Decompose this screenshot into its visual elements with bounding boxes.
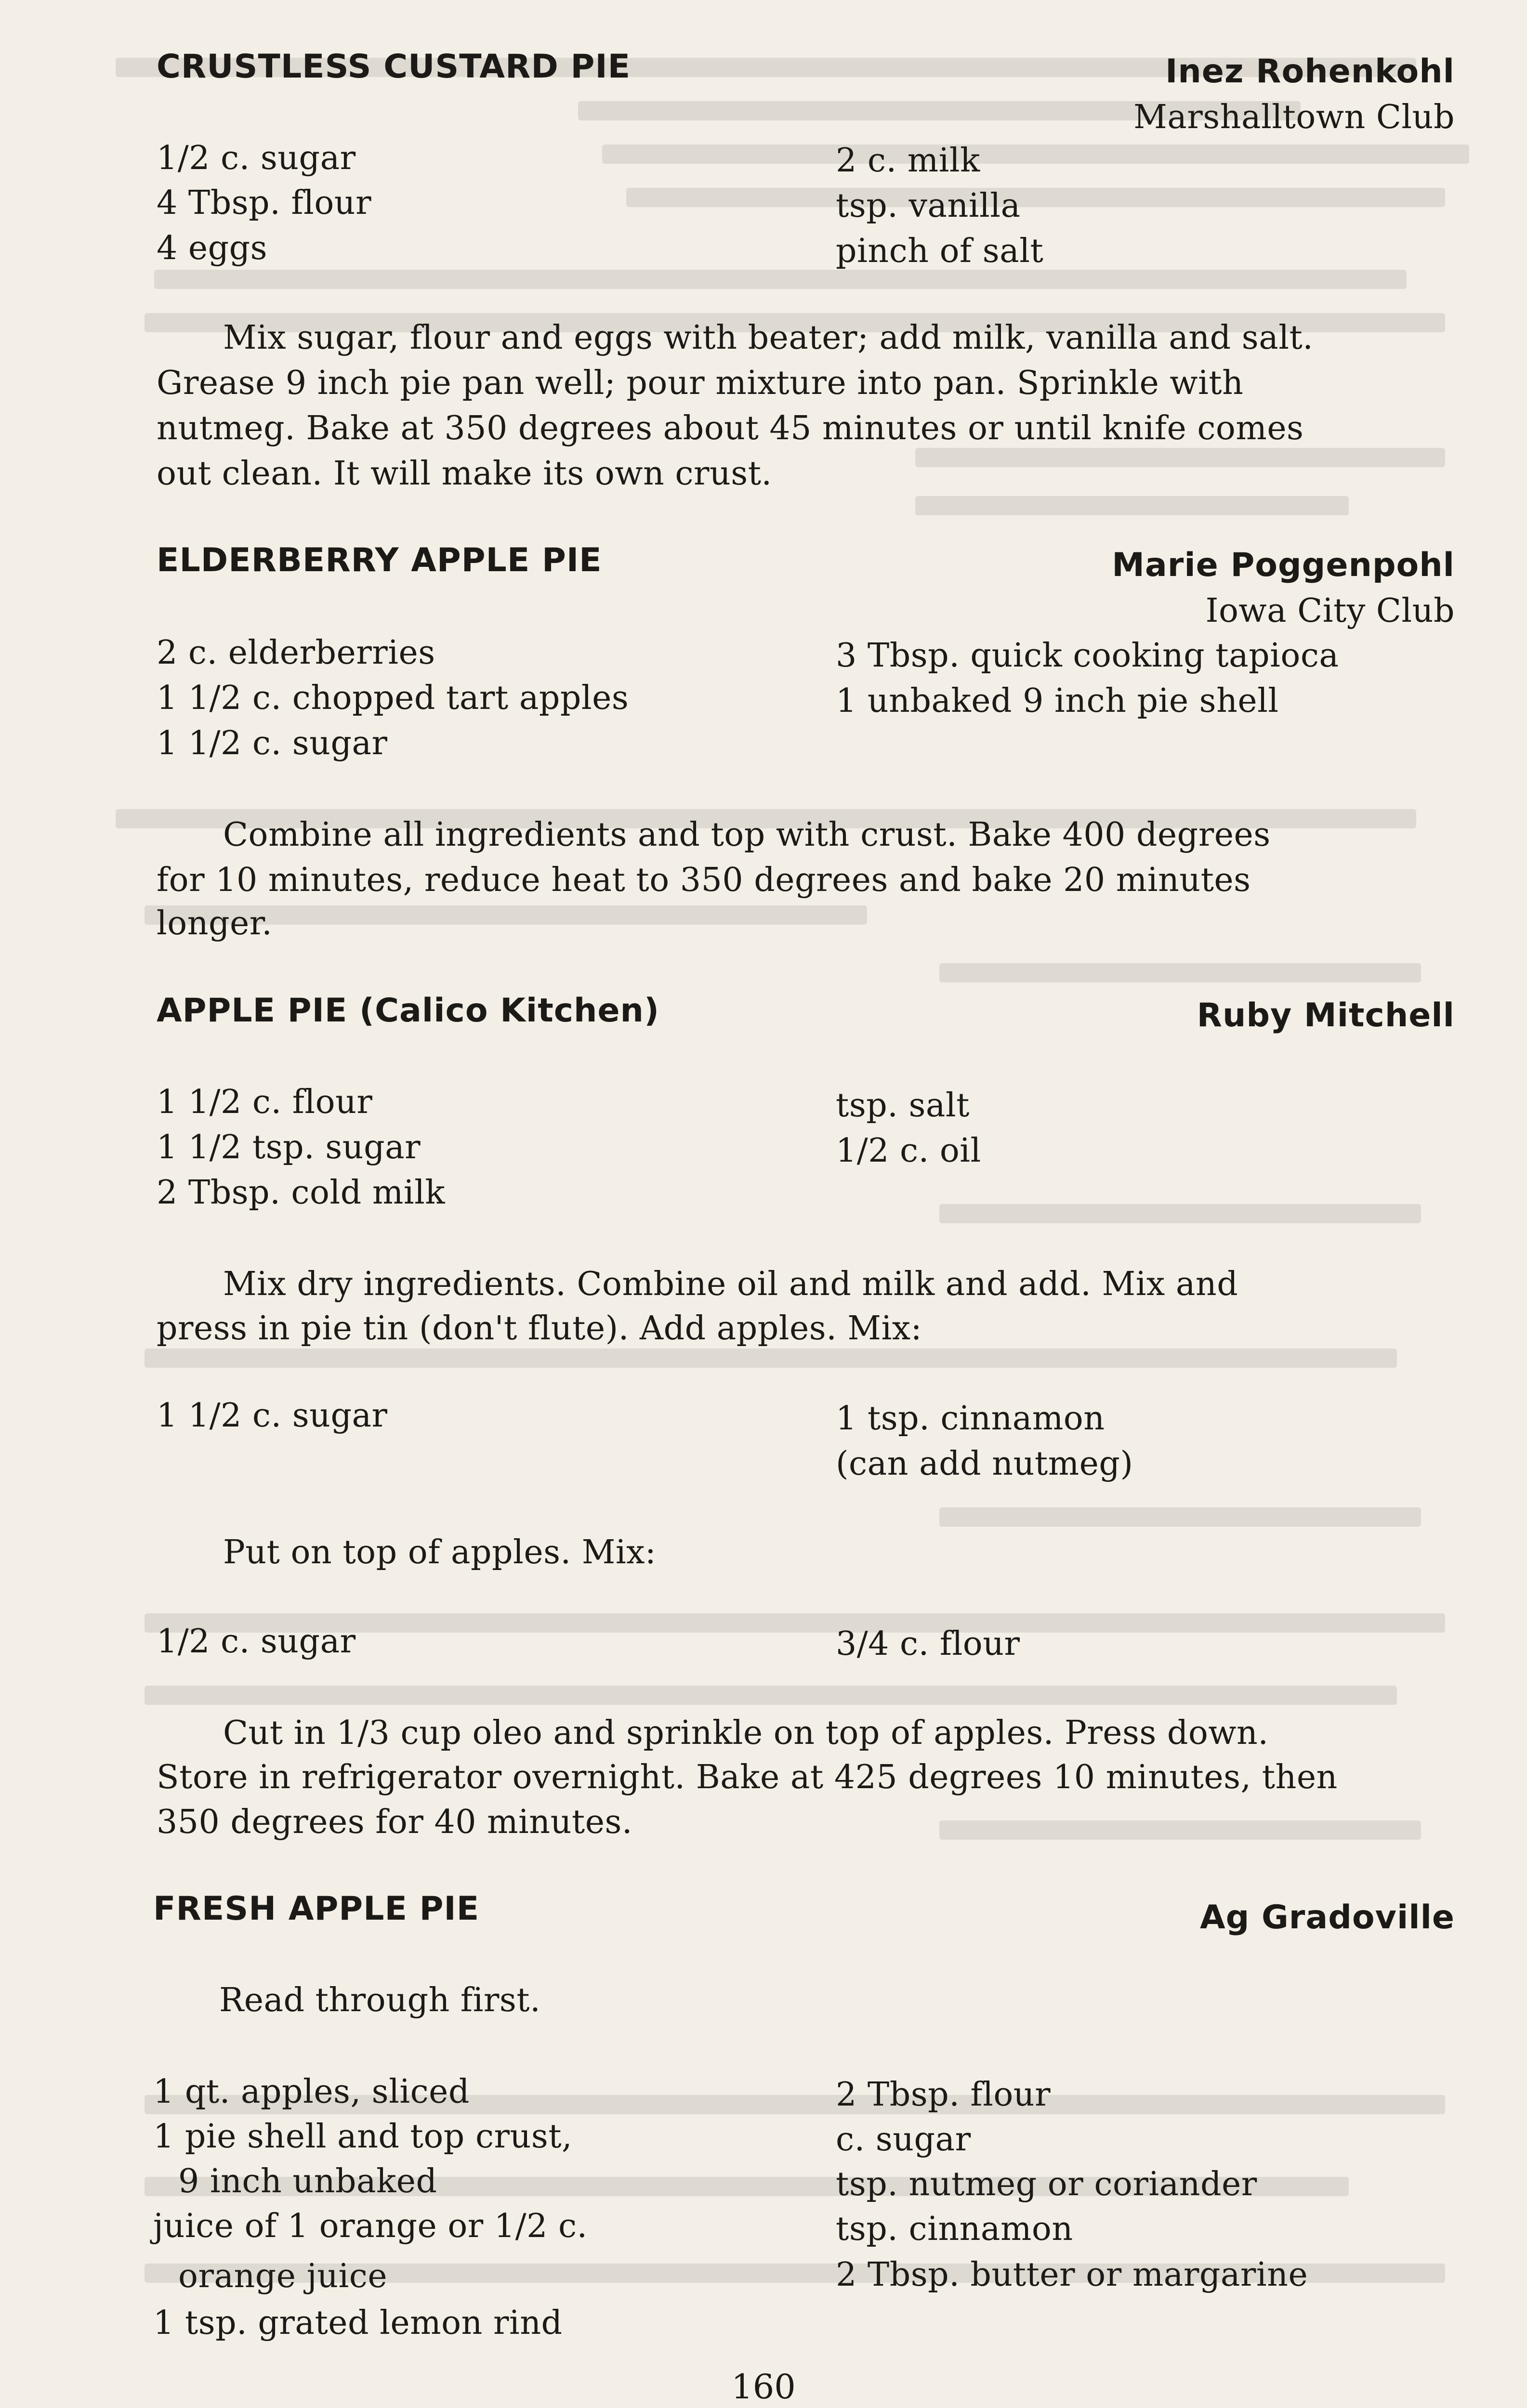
direction-line: Cut in 1/3 cup oleo and sprinkle on top of apples. Press down.	[223, 1714, 1269, 1752]
ingredient: orange juice	[178, 2257, 388, 2295]
direction-line: Mix sugar, flour and eggs with beater; add milk, vanilla and salt.	[223, 319, 1314, 357]
ingredient: tsp. nutmeg or coriander	[836, 2165, 1257, 2203]
recipe-author: Ag Gradoville	[1200, 1898, 1455, 1937]
recipe-title: ELDERBERRY APPLE PIE	[157, 541, 602, 579]
ingredient: 1 1/2 tsp. sugar	[157, 1128, 421, 1166]
direction-line: Mix dry ingredients. Combine oil and milk and add. Mix and	[223, 1265, 1238, 1303]
recipe-title: CRUSTLESS CUSTARD PIE	[157, 48, 631, 86]
direction-line: out clean. It will make its own crust.	[157, 455, 772, 493]
recipe-title: FRESH APPLE PIE	[153, 1890, 480, 1928]
ingredient: 2 c. milk	[836, 142, 980, 180]
ingredient: pinch of salt	[836, 232, 1044, 270]
ingredient: 2 Tbsp. flour	[836, 2076, 1051, 2114]
direction-line: Grease 9 inch pie pan well; pour mixture into pan. Sprinkle with	[157, 364, 1244, 402]
ingredient: 1/2 c. oil	[836, 1132, 981, 1170]
ingredient: 2 Tbsp. butter or margarine	[836, 2256, 1308, 2294]
ingredient: tsp. cinnamon	[836, 2210, 1073, 2248]
direction-line: for 10 minutes, reduce heat to 350 degrees and bake 20 minutes	[157, 861, 1251, 899]
ingredient: 4 Tbsp. flour	[157, 184, 372, 222]
ingredient: 1 1/2 c. chopped tart apples	[157, 679, 629, 717]
recipe-club: Iowa City Club	[1205, 592, 1455, 630]
recipe-note: Read through first.	[219, 1981, 541, 2019]
ingredient: 1 unbaked 9 inch pie shell	[836, 682, 1279, 720]
ingredient: 2 Tbsp. cold milk	[157, 1174, 446, 1212]
ingredient: juice of 1 orange or 1/2 c.	[153, 2207, 588, 2245]
ingredient: 1/2 c. sugar	[157, 139, 356, 177]
direction-line: Put on top of apples. Mix:	[223, 1533, 657, 1571]
direction-line: Store in refrigerator overnight. Bake at 425 degrees 10 minutes, then	[157, 1758, 1338, 1796]
ingredient: 1/2 c. sugar	[157, 1623, 356, 1661]
recipe-author: Inez Rohenkohl	[1165, 52, 1455, 91]
recipe-title: APPLE PIE (Calico Kitchen)	[157, 992, 660, 1030]
direction-line: nutmeg. Bake at 350 degrees about 45 minutes or until knife comes	[157, 409, 1304, 447]
ingredient: c. sugar	[836, 2120, 971, 2159]
recipe-author: Ruby Mitchell	[1197, 996, 1455, 1034]
ingredient: 4 eggs	[157, 229, 268, 267]
ingredient: (can add nutmeg)	[836, 1445, 1133, 1483]
direction-line: Combine all ingredients and top with crust. Bake 400 degrees	[223, 816, 1271, 854]
ingredient: 1 qt. apples, sliced	[153, 2073, 470, 2111]
ingredient: 1 1/2 c. sugar	[157, 724, 388, 762]
ingredient: 2 c. elderberries	[157, 634, 435, 672]
direction-line: 350 degrees for 40 minutes.	[157, 1803, 632, 1841]
direction-line: longer.	[157, 904, 273, 942]
direction-line: press in pie tin (don't flute). Add apples. Mix:	[157, 1309, 922, 1348]
ingredient: 1 1/2 c. sugar	[157, 1397, 388, 1435]
ingredient: 9 inch unbaked	[178, 2162, 437, 2200]
ingredient: tsp. vanilla	[836, 187, 1021, 225]
ingredient: 3 Tbsp. quick cooking tapioca	[836, 637, 1339, 675]
page-number: 160	[731, 2367, 796, 2407]
ingredient: 1 tsp. grated lemon rind	[153, 2304, 563, 2342]
ingredient: 1 1/2 c. flour	[157, 1083, 373, 1121]
ingredient: 1 pie shell and top crust,	[153, 2118, 573, 2156]
ingredient: 1 tsp. cinnamon	[836, 1400, 1105, 1438]
ingredient: 3/4 c. flour	[836, 1625, 1020, 1663]
recipe-author: Marie Poggenpohl	[1112, 546, 1455, 584]
recipe-club: Marshalltown Club	[1133, 98, 1455, 136]
ingredient: tsp. salt	[836, 1086, 970, 1125]
